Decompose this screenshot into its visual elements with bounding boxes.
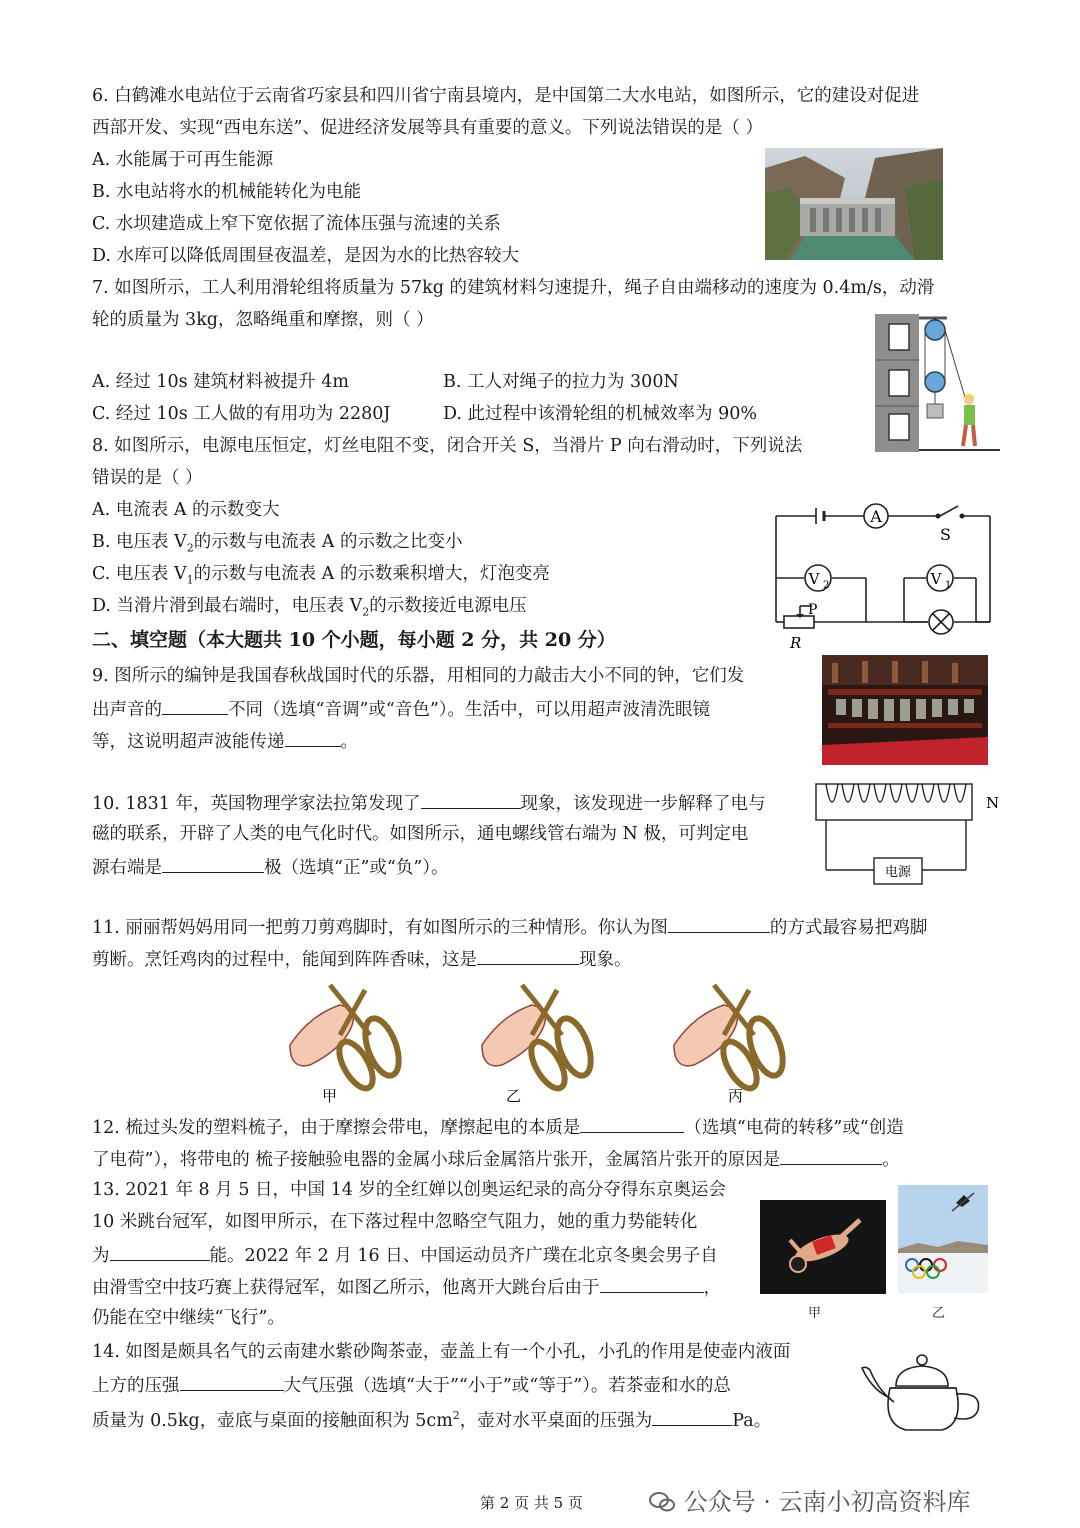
scissors-label-yi: 乙 xyxy=(506,1087,522,1105)
scissors-figures xyxy=(270,975,830,1107)
q7-stem-line2: 轮的质量为 3kg，忽略绳重和摩擦，则（ ） xyxy=(92,310,434,330)
ski-jump-photo xyxy=(898,1185,988,1293)
hydropower-dam-photo xyxy=(765,148,943,260)
power-source-label: 电源 xyxy=(884,865,912,880)
q10-blank-2 xyxy=(162,854,264,873)
q6-option-d: D. 水库可以降低周围昼夜温差，是因为水的比热容较大 xyxy=(92,246,520,266)
scissors-label-bing: 丙 xyxy=(728,1087,744,1105)
q12-line1: 12. 梳过头发的塑料梳子，由于摩擦会带电，摩擦起电的本质是 （选填“电荷的转移”或“创造 xyxy=(92,1114,904,1140)
q10-blank-1 xyxy=(421,790,521,809)
q12-blank-2 xyxy=(780,1146,882,1165)
q7-stem-line1: 7. 如图所示，工人利用滑轮组将质量为 57kg 的建筑材料匀速提升，绳子自由端移动的速度为 0.4m/s，动滑 xyxy=(92,278,935,298)
q6-option-c: C. 水坝建造成上窄下宽依据了流体压强与流速的关系 xyxy=(92,214,501,234)
q13-caption-yi: 乙 xyxy=(932,1306,946,1321)
q8-option-c: C. 电压表 $V_1$的示数与电流表 A 的示数乘积增大，灯泡变亮 xyxy=(92,564,550,587)
q13-line1: 13. 2021 年 8 月 5 日，中国 14 岁的全红婵以创奥运纪录的高分夺得东京奥运会 xyxy=(92,1180,726,1200)
q6-option-b: B. 水电站将水的机械能转化为电能 xyxy=(92,182,361,202)
q12-line2: 了电荷”），将带电的 梳子接触验电器的金属小球后金属箔片张开，金属箔片张开的原因是 。 xyxy=(92,1146,900,1172)
q9-blank-2 xyxy=(285,728,341,747)
q13-line2: 10 米跳台冠军，如图甲所示，在下落过程中忽略空气阻力，她的重力势能转化 xyxy=(92,1212,698,1232)
q6-stem-line2: 西部开发、实现“西电东送”、促进经济发展等具有重要的意义。下列说法错误的是（ ） xyxy=(92,118,763,138)
slider-label: P xyxy=(808,602,818,618)
q10-line1: 10. 1831 年，英国物理学家法拉第发现了 现象，该发现进一步解释了电与 xyxy=(92,790,766,816)
q7-option-d: D. 此过程中该滑轮组的机械效率为 90% xyxy=(443,404,757,424)
q6-stem-line1: 6. 白鹤滩水电站位于云南省巧家县和四川省宁南县境内，是中国第二大水电站，如图所示，它的建设对促进 xyxy=(92,86,920,106)
page-number: 第 2 页 共 5 页 xyxy=(480,1494,583,1512)
ammeter-label: A xyxy=(870,507,882,526)
q8-stem-line1: 8. 如图所示，电源电压恒定，灯丝电阻不变，闭合开关 S，当滑片 P 向右滑动时，下列说法 xyxy=(92,436,803,456)
q10-line3: 源右端是 极（选填“正”或“负”）。 xyxy=(92,854,449,880)
diver-photo xyxy=(760,1200,886,1294)
q14-line2: 上方的压强 大气压强（选填“大于”“小于”或“等于”）。若茶壶和水的总 xyxy=(92,1372,731,1398)
v2-label: V xyxy=(808,570,820,588)
q13-blank-1 xyxy=(110,1242,210,1261)
v1-sub: 1 xyxy=(945,580,952,591)
q11-blank-2 xyxy=(477,946,579,965)
circuit-diagram xyxy=(768,498,996,654)
q14-line3: 质量为 0.5kg，壶底与桌面的接触面积为 $5cm^2$，壶对水平桌面的压强为 Pa。 xyxy=(92,1404,771,1433)
v2-sub: 2 xyxy=(823,580,830,591)
q10-line2: 磁的联系，开辟了人类的电气化时代。如图所示，通电螺线管右端为 N 极，可判定电 xyxy=(92,824,749,844)
q14-line1: 14. 如图是颇具名气的云南建水紫砂陶茶壶，壶盖上有一个小孔，小孔的作用是使壶内液面 xyxy=(92,1342,791,1362)
q7-option-b: B. 工人对绳子的拉力为 300N xyxy=(443,372,679,392)
teapot-figure xyxy=(860,1346,990,1436)
rheostat-label: R xyxy=(790,634,802,652)
q9-line1: 9. 图所示的编钟是我国春秋战国时代的乐器，用相同的力敲击大小不同的钟，它们发 xyxy=(92,666,745,686)
solenoid-figure xyxy=(812,778,1002,890)
scissors-label-jia: 甲 xyxy=(322,1087,338,1105)
q6-option-a: A. 水能属于可再生能源 xyxy=(92,150,274,170)
pulley-system-figure xyxy=(875,312,1000,454)
q13-caption-jia: 甲 xyxy=(808,1306,822,1321)
q8-option-d: D. 当滑片滑到最右端时，电压表 $V_2$的示数接近电源电压 xyxy=(92,596,527,619)
scissors-icon xyxy=(482,985,597,1094)
q14-blank-2 xyxy=(652,1407,732,1426)
q8-stem-line2: 错误的是（ ） xyxy=(92,468,203,488)
q7-option-c: C. 经过 10s 工人做的有用功为 2280J xyxy=(92,404,391,424)
watermark: 公众号 · 云南小初高资料库 xyxy=(648,1482,971,1517)
q13-line5: 仍能在空中继续“飞行”。 xyxy=(92,1308,285,1328)
v1-label: V xyxy=(930,570,942,588)
q8-option-a: A. 电流表 A 的示数变大 xyxy=(92,500,280,520)
q9-line3: 等，这说明超声波能传递 。 xyxy=(92,728,358,754)
q13-line4: 由滑雪空中技巧赛上获得冠军，如图乙所示，他离开大跳台后由于 ， xyxy=(92,1274,721,1300)
q11-line1: 11. 丽丽帮妈妈用同一把剪刀剪鸡脚时，有如图所示的三种情形。你认为图 的方式最容易把鸡脚 xyxy=(92,914,927,940)
q11-blank-1 xyxy=(668,914,770,933)
pole-label: N xyxy=(986,794,1000,812)
q13-blank-2 xyxy=(600,1274,704,1293)
q8-option-b: B. 电压表 $V_2$的示数与电流表 A 的示数之比变小 xyxy=(92,532,463,555)
scissors-icon xyxy=(290,985,405,1094)
q12-blank-1 xyxy=(580,1114,684,1133)
scissors-icon xyxy=(674,985,789,1094)
section-fill-in-title: 二、填空题（本大题共 10 个小题，每小题 2 分，共 20 分） xyxy=(92,629,616,651)
q11-line2: 剪断。烹饪鸡肉的过程中，能闻到阵阵香味，这是 现象。 xyxy=(92,946,632,972)
q14-blank-1 xyxy=(180,1372,284,1391)
q7-option-a: A. 经过 10s 建筑材料被提升 4m xyxy=(92,372,349,392)
chime-bells-photo xyxy=(822,655,988,765)
q9-line2: 出声音的 不同（选填“音调”或“音色”）。生活中，可以用超声波清洗眼镜 xyxy=(92,696,710,722)
wechat-icon xyxy=(648,1490,676,1514)
switch-label: S xyxy=(940,525,951,544)
q9-blank-1 xyxy=(162,696,228,715)
q13-line3: 为 能。2022 年 2 月 16 日、中国运动员齐广璞在北京冬奥会男子自 xyxy=(92,1242,718,1268)
